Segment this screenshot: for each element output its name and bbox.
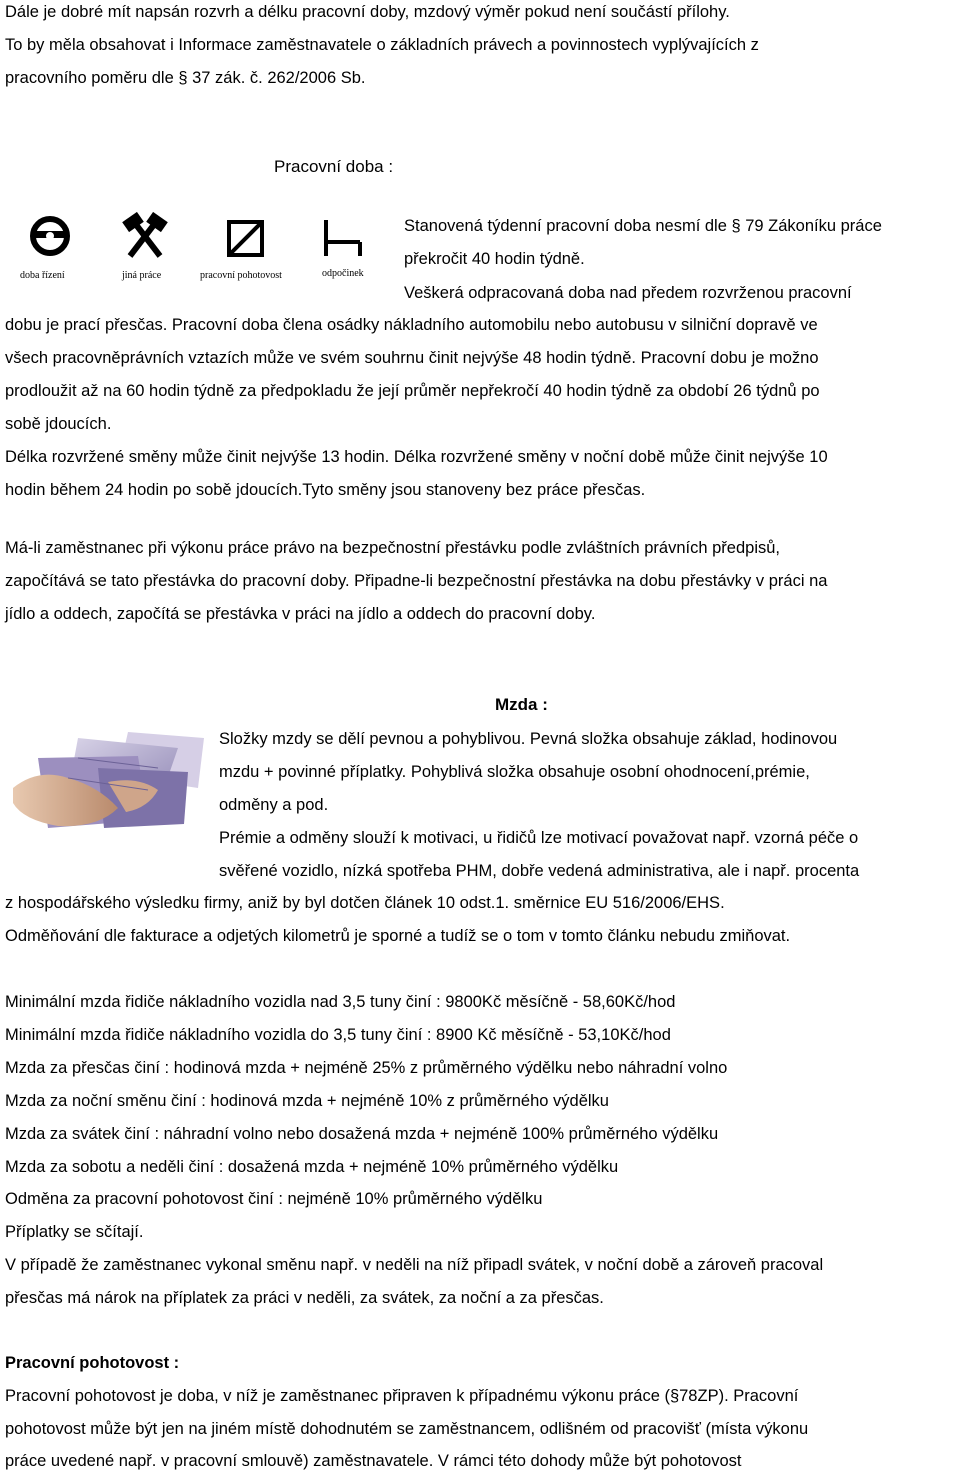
standby-line: Pracovní pohotovost je doba, v níž je zaměstnanec připraven k případnému výkonu práce (§78ZP). Pracovní <box>5 1387 799 1405</box>
work-time-side-line: překročit 40 hodin týdně. <box>404 250 585 268</box>
work-time-line: všech pracovněprávních vztazích může ve svém souhrnu činit nejvýše 48 hodin týdně. Pracovní dobu je možno <box>5 349 819 367</box>
wage-line: Odměňování dle fakturace a odjetých kilometrů je sporné a tudíž se o tom v tomto článku nebudu zmiňovat. <box>5 927 791 945</box>
wage-rate-line: Odměna za pracovní pohotovost činí : nejméně 10% průměrného výdělku <box>5 1190 543 1208</box>
wage-rate-line: Mzda za sobotu a neděli činí : dosažená mzda + nejméně 10% průměrného výdělku <box>5 1158 619 1176</box>
wage-rate-line: přesčas má nárok na příplatek za práci v neděli, za svátek, za noční a za přesčas. <box>5 1289 604 1307</box>
standby-heading: Pracovní pohotovost : <box>5 1354 180 1372</box>
standby-line: pohotovost může být jen na jiném místě dohodnutém se zaměstnancem, odlišném od pracovišť (místa výkonu <box>5 1420 809 1438</box>
work-time-line: hodin během 24 hodin po sobě jdoucích.Tyto směny jsou stanoveny bez práce přesčas. <box>5 481 646 499</box>
wage-indented-line: mzdu + povinné příplatky. Pohyblivá složka obsahuje osobní ohodnocení,prémie, <box>219 763 810 781</box>
wage-rate-line: V případě že zaměstnanec vykonal směnu např. v neděli na níž připadl svátek, v noční době a zároveň pracoval <box>5 1256 824 1274</box>
wage-rate-line: Minimální mzda řidiče nákladního vozidla do 3,5 tuny činí : 8900 Kč měsíčně - 53,10Kč/hod <box>5 1026 671 1044</box>
wage-rate-line: Mzda za svátek činí : náhradní volno nebo dosažená mzda + nejméně 100% průměrného výdělku <box>5 1125 719 1143</box>
bed-label: odpočinek <box>322 268 364 279</box>
intro-line: Dále je dobré mít napsán rozvrh a délku pracovní doby, mzdový výměr pokud není součástí přílohy. <box>5 3 730 21</box>
steering-wheel-label: doba řízení <box>20 270 65 281</box>
work-time-line: Délka rozvržené směny může činit nejvýše 13 hodin. Délka rozvržené směny v noční době může činit nejvýše 10 <box>5 448 828 466</box>
wage-rate-line: Příplatky se sčítají. <box>5 1223 144 1241</box>
crossed-hammers-label: jiná práce <box>122 270 162 281</box>
work-time-line: sobě jdoucích. <box>5 415 112 433</box>
work-time-line: prodloužit až na 60 hodin týdně za předpokladu že její průměr nepřekročí 40 hodin týdně za období 26 týdnů po <box>5 382 820 400</box>
standby-line: práce uvedené např. v pracovní smlouvě) zaměstnavatele. V rámci této dohody může být pohotovost <box>5 1452 742 1470</box>
wage-indented-line: odměny a pod. <box>219 796 329 814</box>
wage-indented-line: svěřené vozidlo, nízká spotřeba PHM, dobře vedená administrativa, ale i např. procenta <box>219 862 860 880</box>
break-line: jídlo a oddech, započítá se přestávka v práci na jídlo a oddech do pracovní doby. <box>5 605 596 623</box>
wage-indented-line: Prémie a odměny slouží k motivaci, u řidičů lze motivací považovat např. vzorná péče o <box>219 829 859 847</box>
break-line: Má-li zaměstnanec při výkonu práce právo na bezpečnostní přestávku podle zvláštních právních předpisů, <box>5 539 781 557</box>
box-diagonal-label: pracovní pohotovost <box>200 270 282 281</box>
work-time-side-line: Stanovená týdenní pracovní doba nesmí dle § 79 Zákoníku práce <box>404 217 882 235</box>
intro-line: pracovního poměru dle § 37 zák. č. 262/2006 Sb. <box>5 69 366 87</box>
wage-indented-line: Složky mzdy se dělí pevnou a pohyblivou. Pevná složka obsahuje základ, hodinovou <box>219 730 838 748</box>
work-time-side-line: Veškerá odpracovaná doba nad předem rozvrženou pracovní <box>404 284 852 302</box>
work-time-heading: Pracovní doba : <box>274 157 394 176</box>
wage-rate-line: Minimální mzda řidiče nákladního vozidla nad 3,5 tuny činí : 9800Kč měsíčně - 58,60Kč/hod <box>5 993 676 1011</box>
break-line: započítává se tato přestávka do pracovní doby. Připadne-li bezpečnostní přestávka na dobu přestávky v práci na <box>5 572 828 590</box>
banknotes-photo <box>8 728 206 832</box>
wage-line: z hospodářského výsledku firmy, aniž by byl dotčen článek 10 odst.1. směrnice EU 516/2006/EHS. <box>5 894 725 912</box>
wage-rate-line: Mzda za noční směnu činí : hodinová mzda + nejméně 10% z průměrného výdělku <box>5 1092 609 1110</box>
intro-line: To by měla obsahovat i Informace zaměstnavatele o základních právech a povinnostech vyplývajících z <box>5 36 759 54</box>
work-time-line: dobu je prací přesčas. Pracovní doba člena osádky nákladního automobilu nebo autobusu v silniční dopravě ve <box>5 316 818 334</box>
wage-rate-line: Mzda za přesčas činí : hodinová mzda + nejméně 25% z průměrného výdělku nebo náhradní volno <box>5 1059 728 1077</box>
wage-heading: Mzda : <box>495 695 548 714</box>
